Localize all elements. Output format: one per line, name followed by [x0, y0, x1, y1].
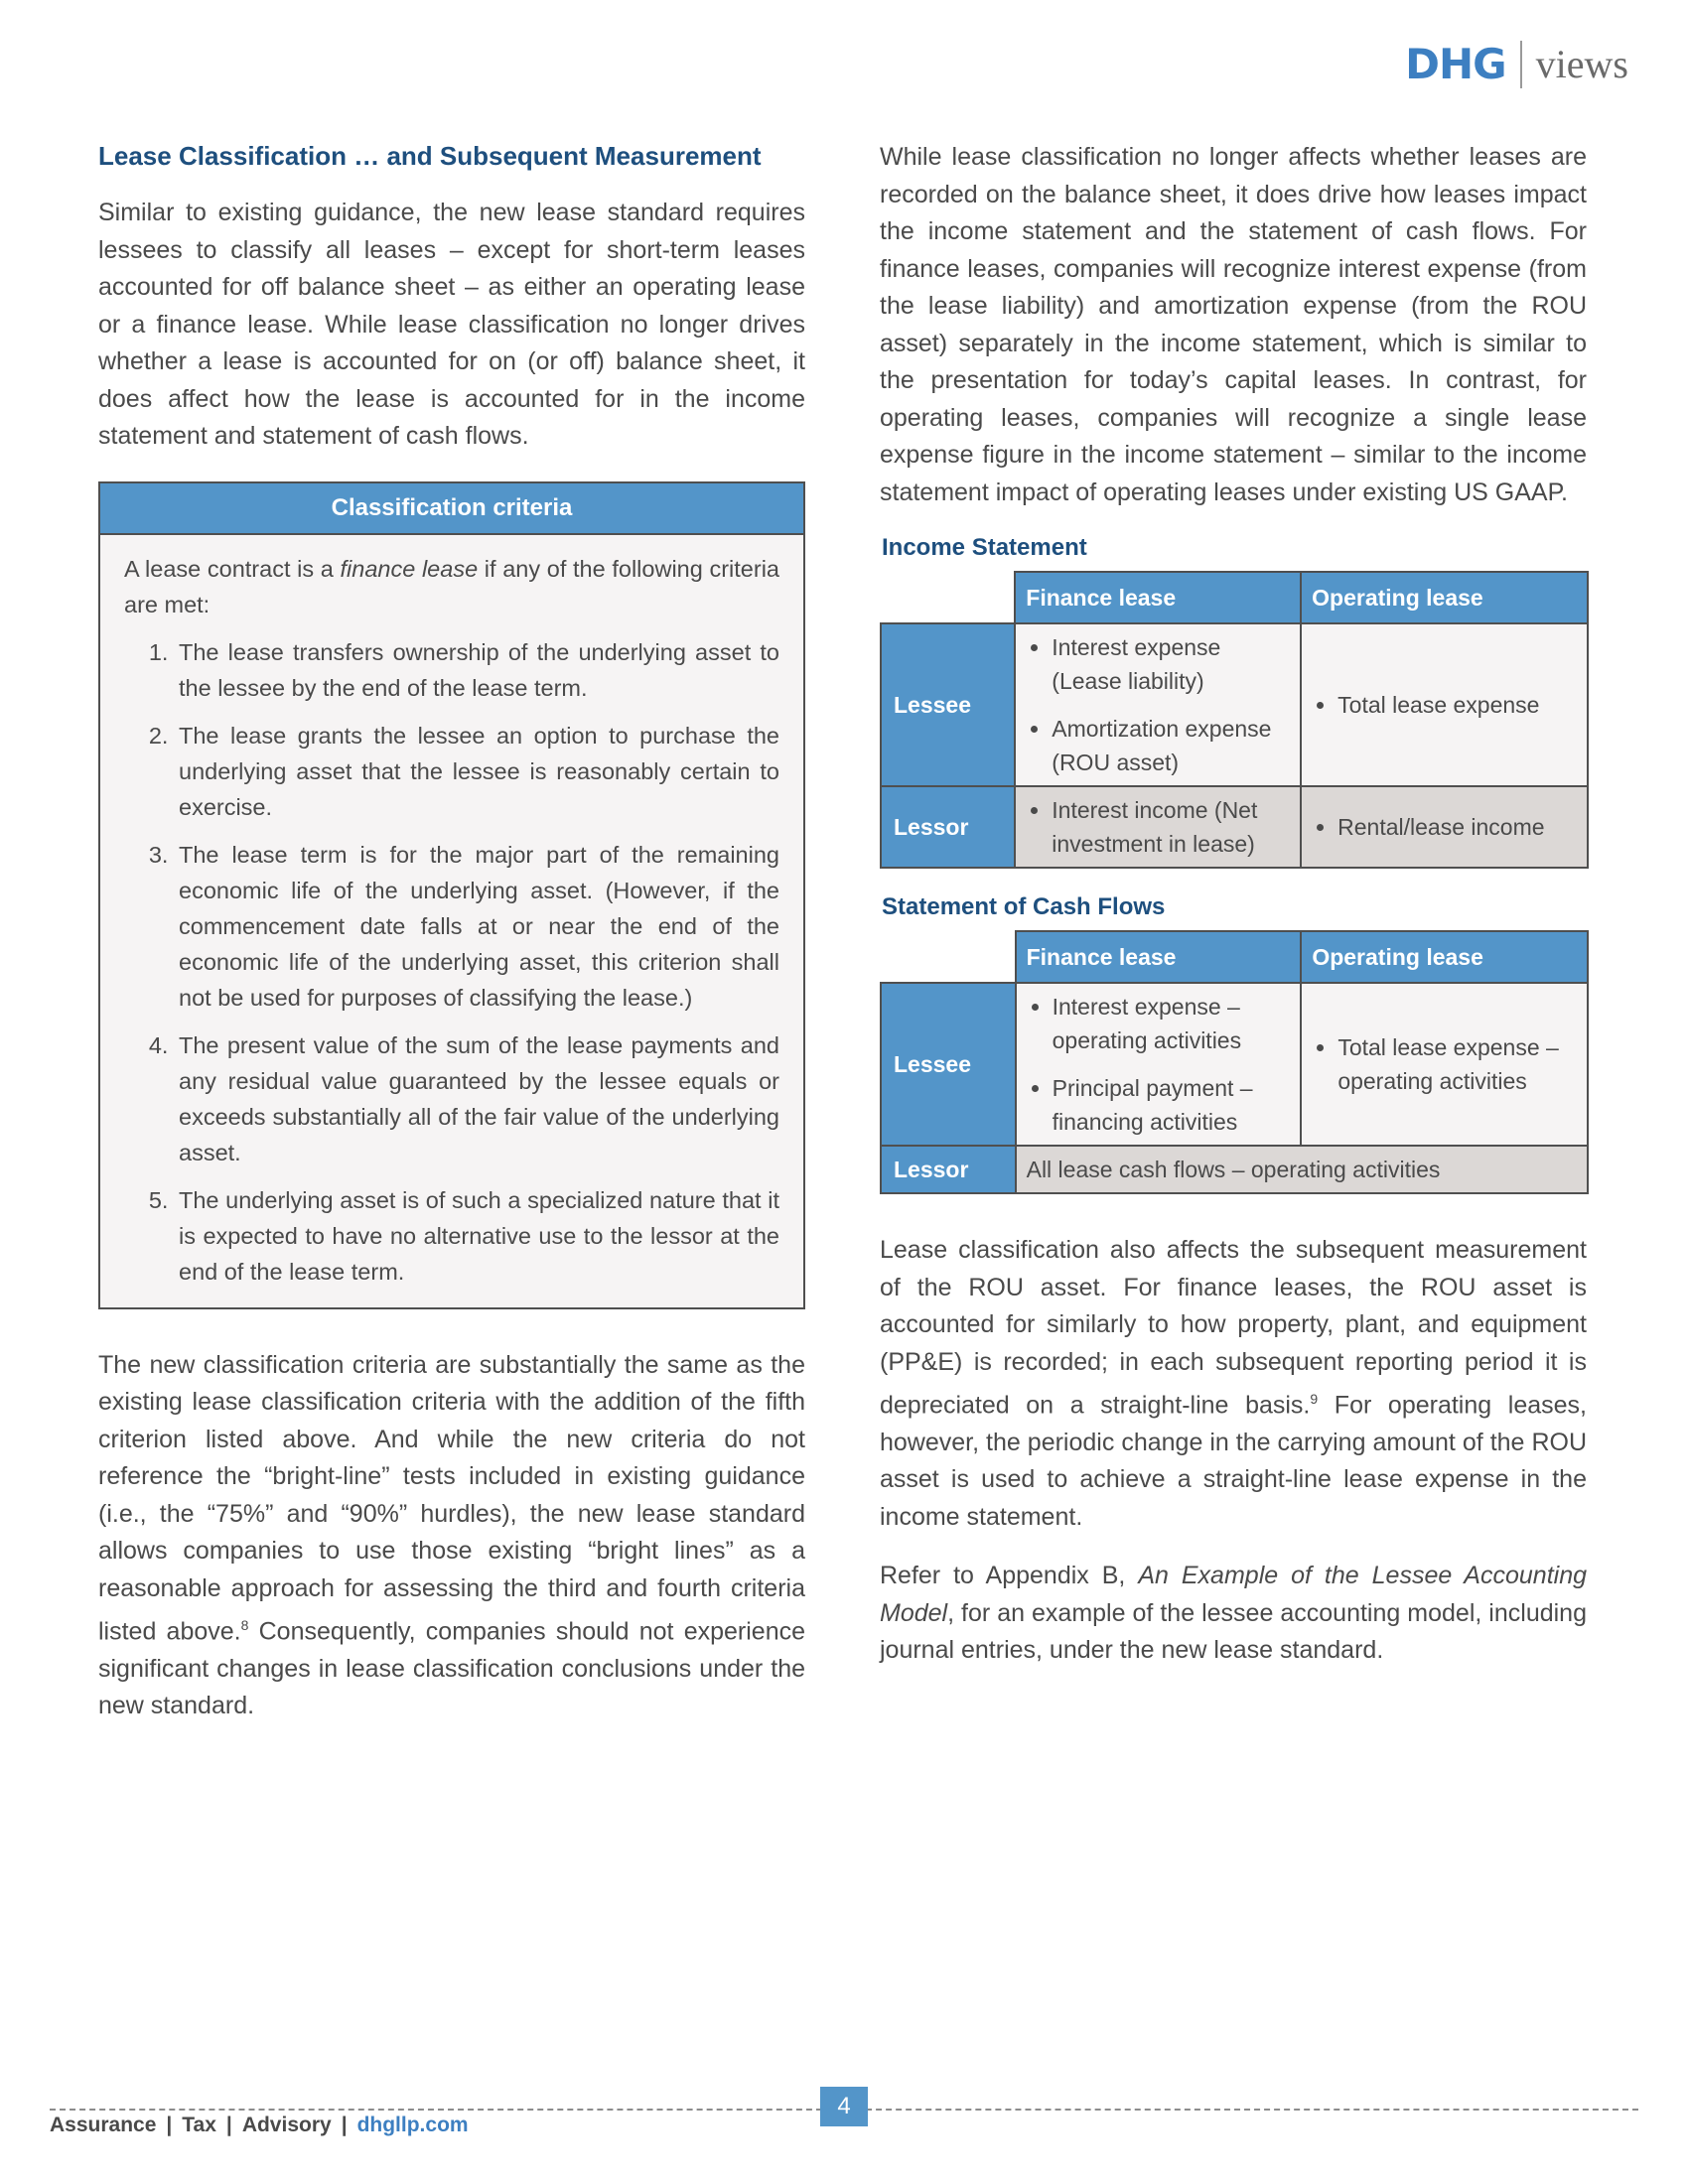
footer-item: Advisory — [241, 2114, 332, 2136]
cash-flows-table — [880, 930, 1589, 1194]
lessee-row-label: Lessee — [881, 623, 1015, 786]
classification-criteria-box — [98, 481, 805, 1309]
blank-corner-cell — [881, 931, 1016, 983]
criteria-intro-text-end: if any of the following criteria are met: — [124, 555, 779, 617]
list-item: • Total lease expense — [1337, 688, 1577, 722]
views-wordmark: views — [1535, 42, 1628, 86]
paragraph-text-end: , for an example of the lessee accounting model, including journal entries, under the new lease standard. — [880, 1598, 1587, 1665]
income-statement-title: Income Statement — [882, 534, 1087, 561]
appendix-reference-paragraph — [880, 1558, 1587, 1670]
paragraph-text-end: For operating leases, however, the periodic change in the carrying amount of the ROU asset is used to achieve a straight-line lease expense in the income statement. — [880, 1391, 1587, 1531]
lessee-finance-cell — [1015, 623, 1301, 786]
criterion-item: 5. The underlying asset is of such a specialized nature that it is expected to have no alternative use to the lessor at the end of the lease term. — [175, 1182, 779, 1290]
criterion-item: 1. The lease transfers ownership of the underlying asset to the lessee by the end of the lease term. — [175, 634, 779, 706]
table-header-row — [881, 931, 1588, 983]
cash-flows-title: Statement of Cash Flows — [882, 893, 1166, 920]
lessee-operating-cell — [1301, 623, 1588, 786]
page-number: 4 — [820, 2087, 868, 2126]
criteria-intro-emphasis: finance lease — [340, 555, 479, 582]
right-column — [880, 139, 1587, 1670]
paragraph-text-end: Consequently, companies should not experience significant changes in lease classification conclusions under the new standard. — [98, 1617, 805, 1720]
table-row — [881, 786, 1588, 868]
criterion-item: 4. The present value of the sum of the lease payments and any residual value guaranteed by the lessee equals or exceeds substantially all of the fair value of the underlying asset. — [175, 1027, 779, 1170]
header-logo — [1405, 40, 1628, 88]
income-statement-table — [880, 571, 1589, 869]
section-title: Lease Classification … and Subsequent Measurement — [98, 141, 762, 171]
table-row — [881, 983, 1588, 1146]
intro-paragraph: Similar to existing guidance, the new lease standard requires lessees to classify all leases – except for short-term leases accounted for off balance sheet – as either an operating lease or a finance lease. While lease classification no longer drives whether a lease is accounted for on (or off) balance sheet, it does affect how the lease is accounted for in the income statement and statement of cash flows. — [98, 199, 805, 450]
operating-lease-header: Operating lease — [1301, 572, 1588, 623]
footer-item: Assurance — [50, 2114, 157, 2136]
paragraph-text: Lease classification also affects the subsequent measurement of the ROU asset. For finance leases, the ROU asset is accounted for similarly to how property, plant, and equipment (PP&E) is recorded; in each subsequent reporting period it is depreciated on a straight-line basis. — [880, 1236, 1587, 1420]
criteria-list — [124, 634, 779, 1290]
lessor-row-label: Lessor — [881, 786, 1015, 868]
criteria-intro-text: A lease contract is a — [124, 555, 341, 582]
paragraph-text: Refer to Appendix B, — [880, 1562, 1139, 1590]
finance-lease-header: Finance lease — [1015, 572, 1301, 623]
income-impact-paragraph: While lease classification no longer affects whether leases are recorded on the balance sheet, it does drive how leases impact the income statement and the statement of cash flows. For finance leases, companies will recognize interest expense (from the lease liability) and amortization expense (from the ROU asset) separately in the income statement, which is similar to the presentation for today’s capital leases. In contrast, for operating leases, companies will recognize a single lease expense figure in the income statement – similar to the income statement impact of operating leases under existing US GAAP. — [880, 143, 1587, 506]
list-item: • Principal payment – financing activities — [1053, 1071, 1291, 1139]
lessor-row-label: Lessor — [881, 1146, 1016, 1193]
criteria-box-title: Classification criteria — [100, 483, 803, 535]
footer-separator: | — [225, 2114, 232, 2136]
table-header-row — [881, 572, 1588, 623]
dhg-logo: DHG — [1405, 40, 1506, 88]
criteria-comparison-paragraph — [98, 1347, 805, 1725]
lessee-row-label: Lessee — [881, 983, 1016, 1146]
lessee-finance-cell — [1016, 983, 1302, 1146]
footnote-ref[interactable]: 8 — [240, 1617, 249, 1633]
footer-separator: | — [166, 2114, 173, 2136]
footer-item: Tax — [182, 2114, 216, 2136]
footer-separator: | — [341, 2114, 348, 2136]
footer-website-link[interactable]: dhgllp.com — [356, 2114, 469, 2136]
subsequent-measurement-paragraph — [880, 1232, 1587, 1536]
criteria-box-body — [100, 535, 803, 1307]
appendix-title: An Example of the Lessee Accounting Model — [880, 1562, 1587, 1627]
table-row — [881, 623, 1588, 786]
list-item: • Rental/lease income — [1337, 810, 1577, 844]
lessor-finance-cell — [1015, 786, 1301, 868]
criterion-item: 2. The lease grants the lessee an option to purchase the underlying asset that the lessee is reasonably certain to exercise. — [175, 718, 779, 825]
list-item: • Total lease expense – operating activities — [1337, 1030, 1577, 1098]
lessor-operating-cell — [1301, 786, 1588, 868]
list-item: • Amortization expense (ROU asset) — [1052, 712, 1290, 779]
table-row — [881, 1146, 1588, 1193]
criteria-intro — [124, 551, 779, 622]
left-column — [98, 139, 805, 1725]
list-item: • Interest income (Net investment in lease) — [1052, 793, 1290, 861]
finance-lease-header: Finance lease — [1016, 931, 1302, 983]
blank-corner-cell — [881, 572, 1015, 623]
list-item: • Interest expense (Lease liability) — [1052, 630, 1290, 698]
criterion-item: 3. The lease term is for the major part of the remaining economic life of the underlying asset. (However, if the commencement date falls at or near the end of the economic life of the underlying asset, this criterion shall not be used for purposes of classifying the lease.) — [175, 837, 779, 1016]
paragraph-text: The new classification criteria are substantially the same as the existing lease classification criteria with the addition of the fifth criterion listed above. And while the new criteria do not reference the “bright-line” tests included in existing guidance (i.e., the “75%” and “90%” hurdles), the new lease standard allows companies to use those existing “bright lines” as a reasonable approach for assessing the third and fourth criteria listed above. — [98, 1350, 805, 1646]
lessee-operating-cell — [1301, 983, 1588, 1146]
list-item: • Interest expense – operating activities — [1053, 990, 1291, 1057]
lessor-all-cell: All lease cash flows – operating activities — [1016, 1146, 1588, 1193]
footnote-ref[interactable]: 9 — [1310, 1391, 1319, 1407]
operating-lease-header: Operating lease — [1301, 931, 1588, 983]
footer-services — [50, 2111, 469, 2140]
logo-divider — [1520, 41, 1522, 88]
